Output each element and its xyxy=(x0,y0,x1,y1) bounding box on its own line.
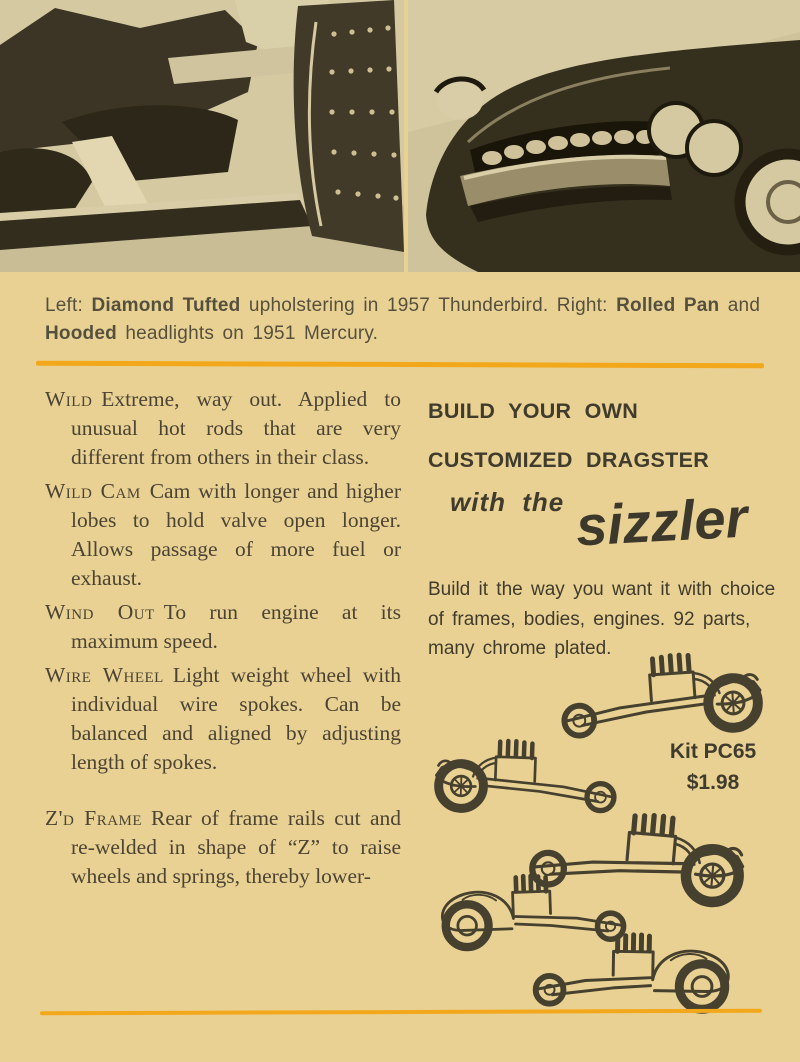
glossary-definition: Rear of frame rails cut and re-welded in shape of “Z” to raise wheels and springs, thereby lower- xyxy=(71,806,402,888)
sizzler-ad xyxy=(428,399,800,664)
caption-segment: headlights on 1951 Mercury. xyxy=(116,322,379,344)
ad-body-text: Build it the way you want it with choice of frames, bodies, engines. 92 parts, many chrome plated. xyxy=(428,579,776,659)
thunderbird-interior-photo xyxy=(0,0,404,272)
ad-tagline xyxy=(428,487,800,571)
glossary-column xyxy=(45,385,401,896)
divider-top xyxy=(36,361,764,369)
glossary-definition: Light weight wheel with individual wire spokes. Can be balanced and aligned by adjusting length of spokes. xyxy=(71,663,402,774)
glossary-entry xyxy=(45,477,401,593)
kit-label: Kit PC65 xyxy=(669,740,757,763)
glossary-term: Wild xyxy=(45,387,93,411)
ad-headline-line2: CUSTOMIZED DRAGSTER xyxy=(428,448,710,472)
kit-price: $1.98 xyxy=(686,771,740,794)
glossary-definition: Extreme, way out. Applied to unusual hot rods that are very different from others in their class. xyxy=(71,387,401,469)
glossary-term: Wind Out xyxy=(45,600,155,624)
glossary-term: Z'd Frame xyxy=(45,806,143,830)
glossary-entry xyxy=(45,661,401,777)
dragster-illustration-1 xyxy=(545,640,779,751)
caption-segment-bold: Rolled Pan xyxy=(616,295,720,316)
glossary-term: Wild Cam xyxy=(45,479,141,503)
caption-segment-bold: Hooded xyxy=(45,322,117,344)
dragster-illustrations xyxy=(420,642,800,1014)
glossary-entry xyxy=(45,598,401,656)
mercury-front-photo xyxy=(408,0,800,272)
sizzler-brand-logo: sizzler xyxy=(574,485,749,558)
tagline-prefix: with the xyxy=(450,487,565,517)
glossary-term: Wire Wheel xyxy=(45,663,164,687)
caption-segment: and xyxy=(719,295,761,316)
glossary-definition: Cam with longer and higher lobes to hold valve open longer. Allows passage of more fuel or exhaust. xyxy=(71,479,401,590)
kit-price-block xyxy=(632,736,794,798)
caption-segment: upholstering in 1957 Thunderbird. Right: xyxy=(240,295,617,316)
caption-segment-bold: Diamond Tufted xyxy=(91,295,241,316)
glossary-entry xyxy=(45,804,401,891)
glossary-entry xyxy=(45,385,401,472)
glossary-definition: To run engine at its maximum speed. xyxy=(71,600,401,653)
dragster-illustration-5 xyxy=(473,921,799,1021)
photo-caption xyxy=(45,292,761,347)
caption-segment: Left: xyxy=(45,295,92,316)
ad-headline-line1: BUILD YOUR OWN xyxy=(428,399,639,423)
